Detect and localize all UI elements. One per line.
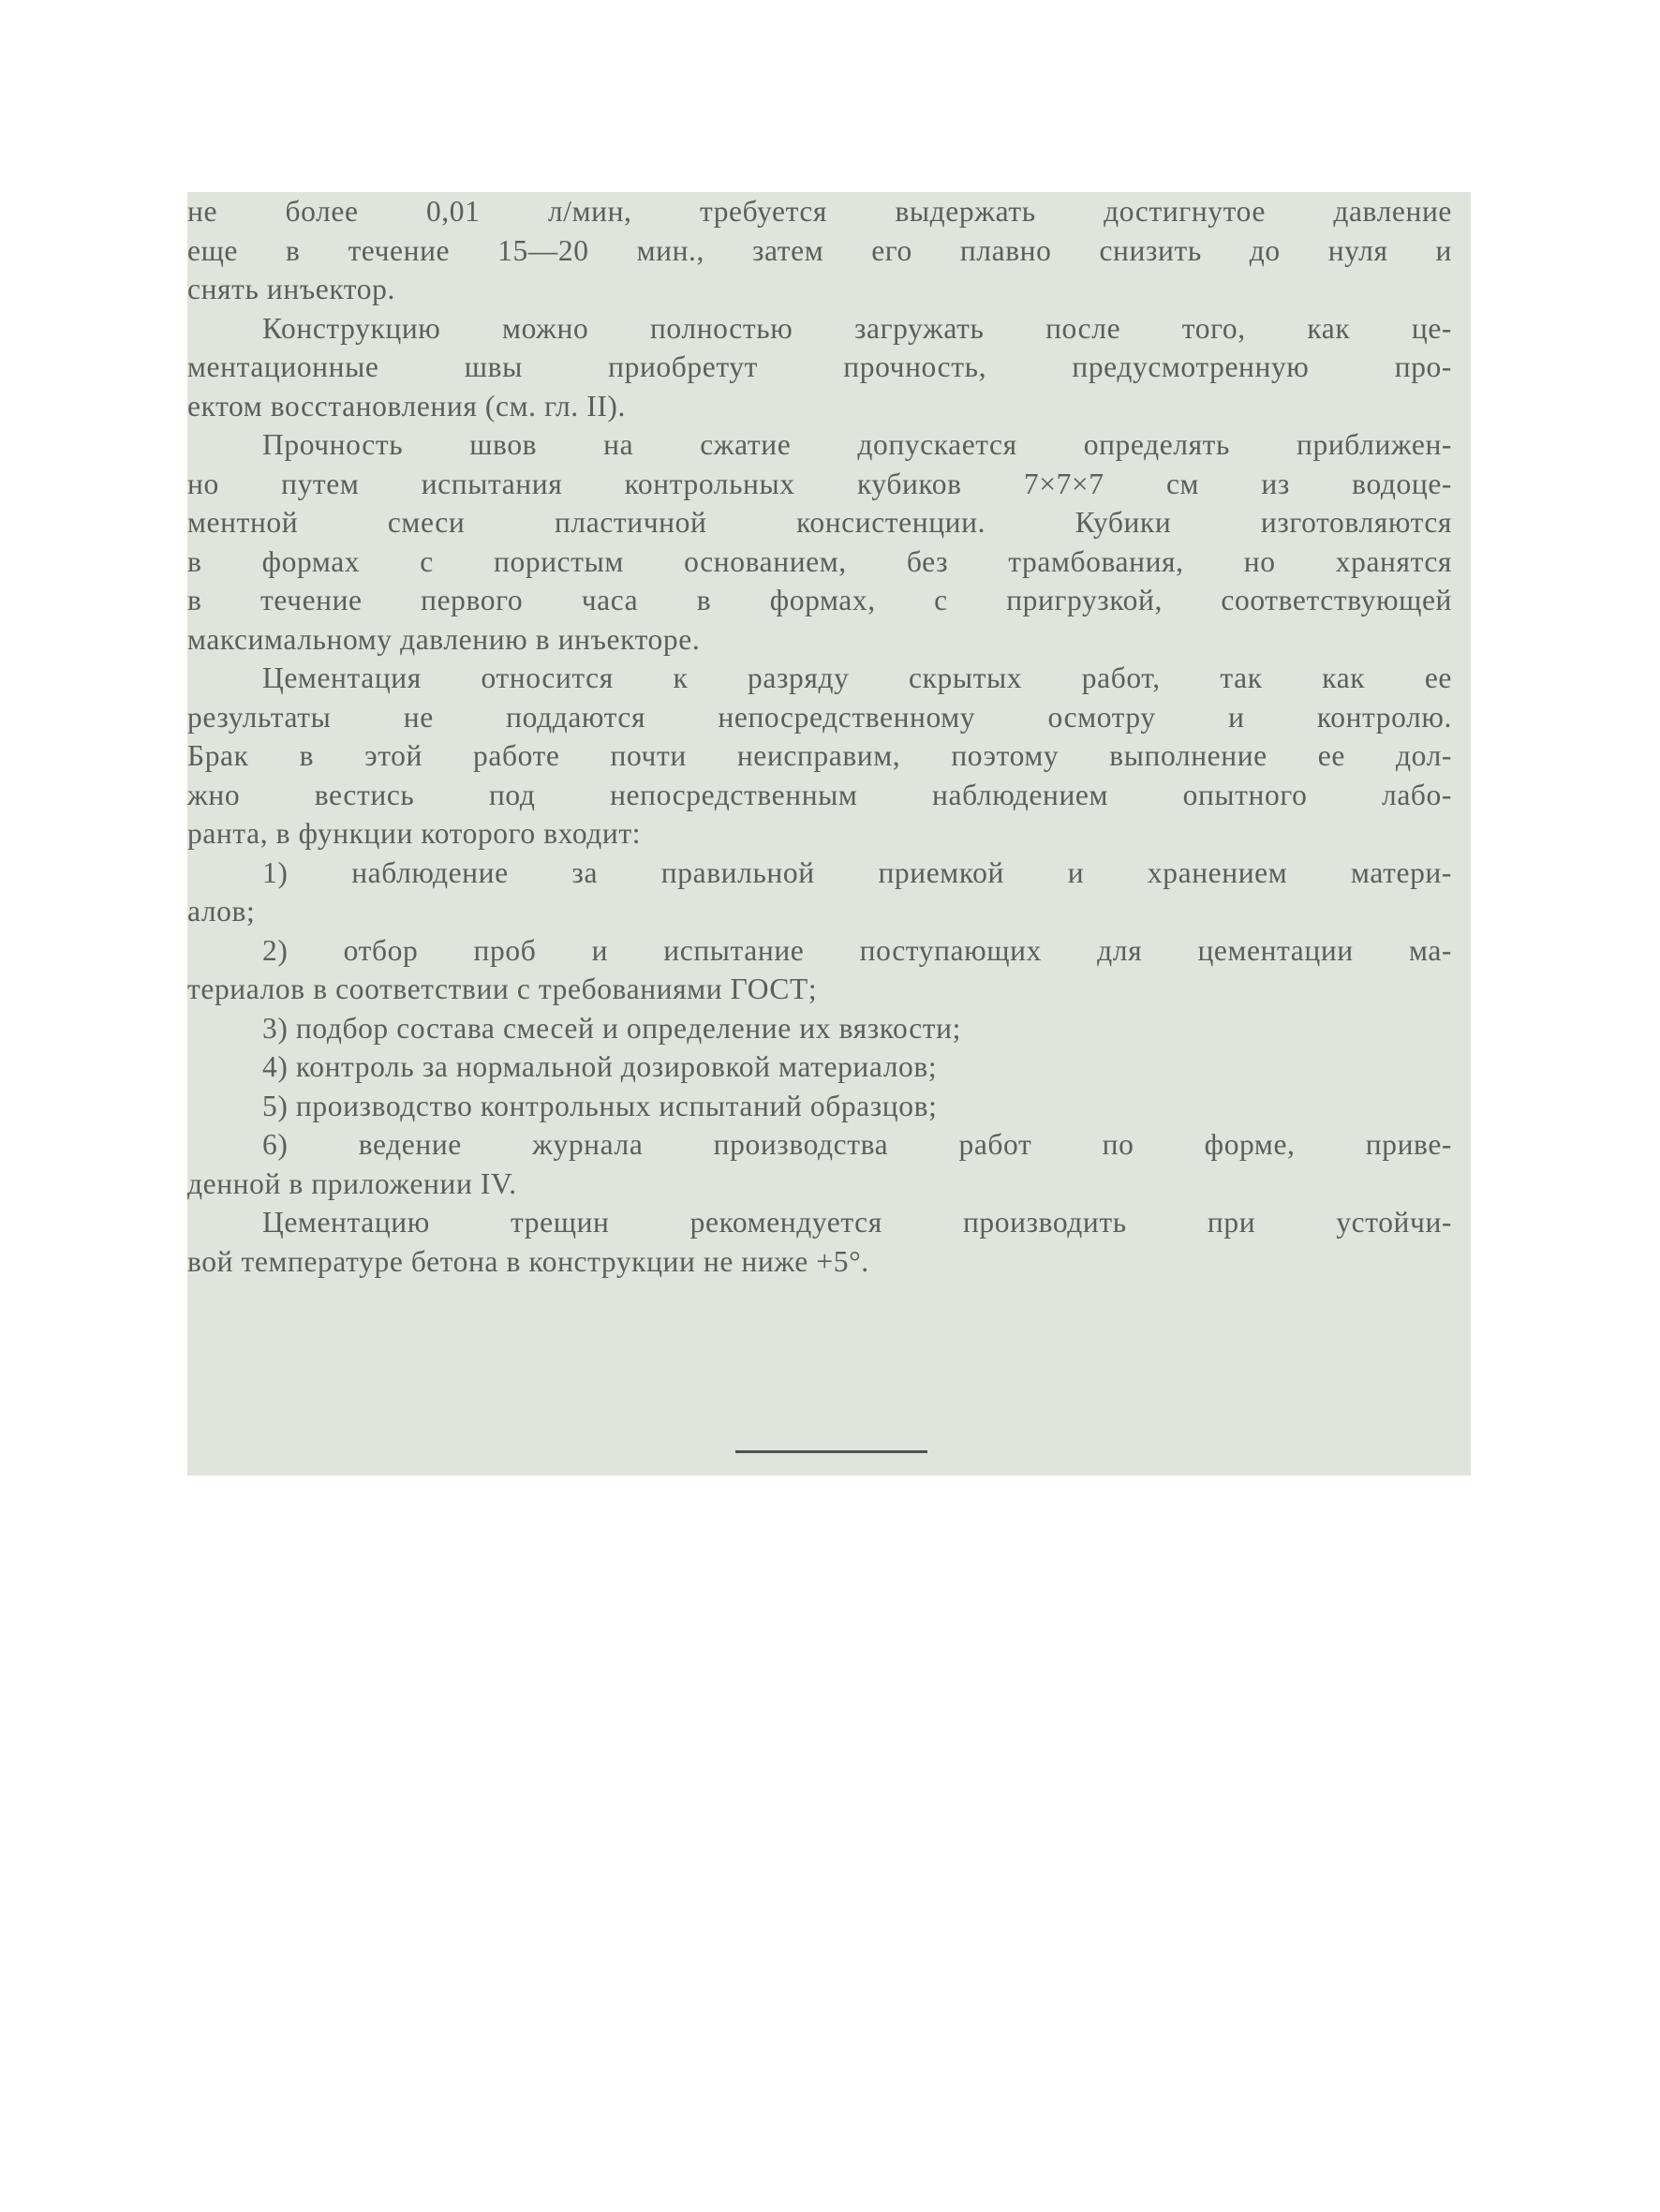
text-line: 1) наблюдение за правильной приемкой и хранением матери- [262,855,1452,889]
text-line: но путем испытания контрольных кубиков 7×7×7 см из водоце- [187,467,1452,500]
text-line: териалов в соответствии с требованиями ГОСТ; [187,972,818,1005]
text-line: вой температуре бетона в конструкции не ниже +5°. [187,1244,869,1278]
text-line: алов; [187,895,256,928]
text-line: в течение первого часа в формах, с пригрузкой, соответствующей [187,584,1452,616]
text-line: Прочность швов на сжатие допускается определять приближен- [262,428,1452,461]
text-line: 5) производство контрольных испытаний образцов; [262,1089,938,1122]
text-line: Цементация относится к разряду скрытых работ, так как ее [262,661,1452,694]
text-line: еще в течение 15—20 мин., затем его плавно снизить до нуля и [187,233,1452,267]
text-line: Брак в этой работе почти неисправим, поэтому выполнение ее дол- [187,739,1452,772]
text-line: жно вестись под непосредственным наблюдением опытного лабо- [187,778,1452,811]
text-line: ментной смеси пластичной консистенции. Кубики изготовляются [187,506,1452,539]
text-line: 3) подбор состава смесей и определение их вязкости; [262,1011,961,1045]
text-line: результаты не поддаются непосредственному осмотру и контролю. [187,700,1452,734]
text-line: 6) ведение журнала производства работ по форме, приве- [262,1128,1452,1161]
text-line: в формах с пористым основанием, без трамбования, но хранятся [187,544,1452,578]
body-text [187,192,1452,1281]
text-line: Цементацию трещин рекомендуется производить при устойчи- [262,1206,1452,1239]
text-line: не более 0,01 л/мин, требуется выдержать достигнутое давление [187,195,1452,228]
text-line: снять инъектор. [187,273,395,305]
text-line: максимальному давлению в инъекторе. [187,622,701,656]
text-line: 2) отбор проб и испытание поступающих для цементации ма- [262,933,1452,967]
text-line: ментационные швы приобретут прочность, предусмотренную про- [187,350,1452,383]
text-line: 4) контроль за нормальной дозировкой материалов; [262,1050,938,1083]
text-line: ектом восстановления (см. гл. II). [187,389,626,423]
text-line: Конструкцию можно полностью загружать после того, как це- [262,311,1452,345]
text-line: денной в приложении IV. [187,1166,517,1200]
scanned-page [187,192,1471,1476]
text-line: ранта, в функции которого входит: [187,817,642,850]
closing-rule [735,1450,927,1453]
